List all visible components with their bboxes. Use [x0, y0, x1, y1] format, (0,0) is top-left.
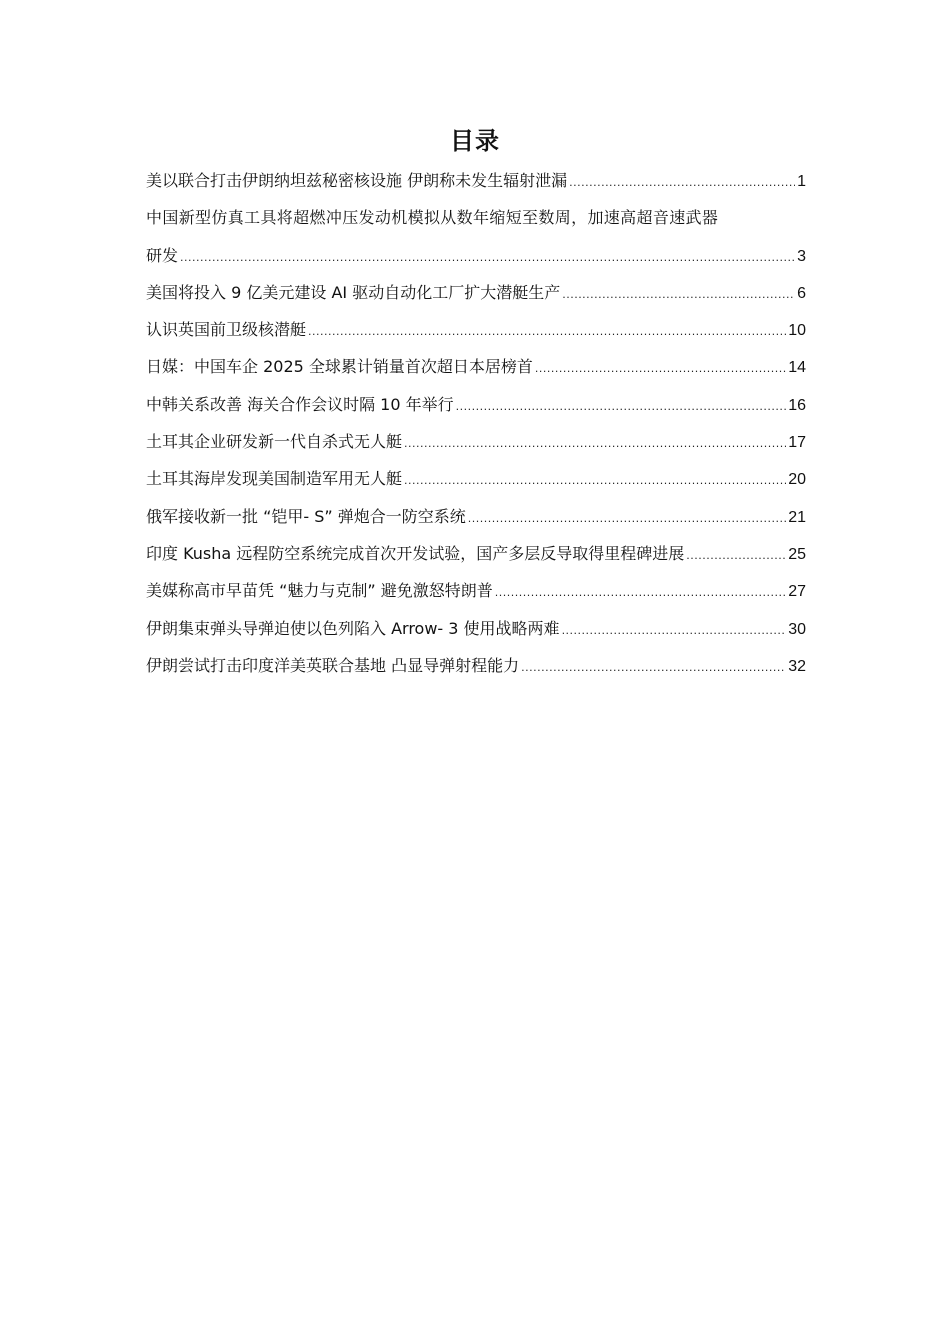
toc-entry[interactable] [146, 572, 806, 609]
toc-leader-dots [569, 164, 795, 201]
toc-entry-title: 中韩关系改善 海关合作会议时隔 10 年举行 [146, 394, 454, 414]
toc-entry-title: 认识英国前卫级核潜艇 [146, 320, 307, 340]
toc-entry-page: 16 [788, 396, 806, 414]
toc-entry-page: 10 [788, 322, 806, 340]
toc-entry[interactable] [146, 647, 806, 684]
toc-entry-page: 32 [788, 657, 806, 675]
toc-leader-dots [404, 462, 786, 499]
toc-entry[interactable] [146, 348, 806, 385]
toc-entry[interactable] [146, 423, 806, 460]
toc-entry-title: 美国将投入 9 亿美元建设 AI 驱动自动化工厂扩大潜艇生产 [146, 282, 561, 302]
toc-entry-title-line1: 中国新型仿真工具将超燃冲压发动机模拟从数年缩短至数周，加速高超音速武器 [146, 208, 719, 228]
toc-entry-title: 伊朗尝试打击印度洋美英联合基地 凸显导弹射程能力 [146, 655, 520, 675]
toc-entry-title-line2: 研发 [146, 245, 179, 265]
toc-entry-page: 20 [788, 471, 806, 489]
toc-entry[interactable] [146, 274, 806, 311]
toc-entry-page: 25 [788, 545, 806, 563]
toc-entry[interactable] [146, 498, 806, 535]
toc-title: 目录 [450, 127, 500, 155]
toc-leader-dots [456, 388, 787, 425]
toc-leader-dots [535, 350, 786, 387]
toc-entry[interactable] [146, 386, 806, 423]
toc-leader-dots [686, 537, 786, 574]
toc-entry-title: 印度 Kusha 远程防空系统完成首次开发试验，国产多层反导取得里程碑进展 [146, 543, 685, 563]
toc-entry-page: 14 [788, 359, 806, 377]
toc-entry[interactable] [146, 162, 806, 199]
toc-entry-title: 土耳其企业研发新一代自杀式无人艇 [146, 432, 403, 452]
toc-entry-page: 1 [797, 173, 806, 190]
toc-leader-dots [562, 612, 787, 649]
toc-entry-page: 17 [788, 434, 806, 452]
toc-leader-dots [468, 500, 786, 537]
toc-list [146, 162, 806, 684]
toc-leader-dots [180, 239, 795, 276]
toc-leader-dots [562, 276, 795, 313]
toc-entry-page: 21 [788, 508, 806, 526]
toc-entry-title: 土耳其海岸发现美国制造军用无人艇 [146, 469, 403, 489]
toc-entry-title: 美以联合打击伊朗纳坦兹秘密核设施 伊朗称未发生辐射泄漏 [146, 171, 568, 190]
toc-entry[interactable] [146, 460, 806, 497]
toc-leader-dots [521, 649, 786, 686]
toc-entry-title: 俄军接收新一批 “铠甲- S” 弹炮合一防空系统 [146, 506, 466, 526]
toc-entry[interactable] [146, 535, 806, 572]
toc-entry[interactable] [146, 610, 806, 647]
toc-entry-title: 伊朗集束弹头导弹迫使以色列陷入 Arrow- 3 使用战略两难 [146, 618, 560, 638]
toc-entry-title: 美媒称高市早苗凭 “魅力与克制” 避免激怒特朗普 [146, 581, 493, 601]
toc-entry[interactable] [146, 199, 806, 274]
toc-entry-page: 3 [797, 247, 806, 265]
toc-entry-title: 日媒：中国车企 2025 全球累计销量首次超日本居榜首 [146, 357, 533, 377]
toc-leader-dots [404, 425, 786, 462]
toc-leader-dots [308, 313, 786, 350]
toc-entry-page: 6 [797, 284, 806, 302]
toc-entry-page: 30 [788, 620, 806, 638]
toc-leader-dots [495, 574, 786, 611]
toc-entry[interactable] [146, 311, 806, 348]
toc-entry-page: 27 [788, 583, 806, 601]
